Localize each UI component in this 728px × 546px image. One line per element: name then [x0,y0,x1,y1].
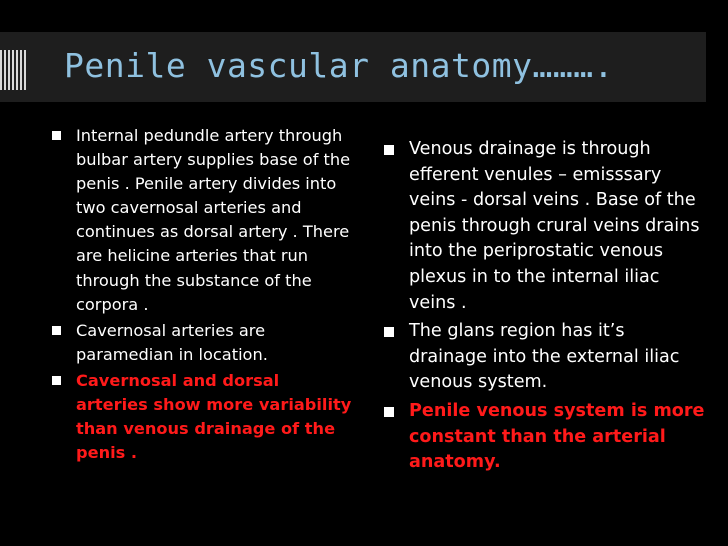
bullet-text-emphasis: Penile venous system is more constant than the arterial anatomy. [409,400,705,473]
square-bullet-icon [384,327,394,337]
square-bullet-icon [384,407,394,417]
left-bullet-3 [52,369,356,465]
barcode-decoration-icon [0,50,26,90]
square-bullet-icon [52,326,61,335]
right-column [384,137,706,479]
left-bullet-1 [52,124,356,317]
bullet-text-emphasis: Cavernosal and dorsal arteries show more variability than venous drainage of the penis . [76,370,352,463]
square-bullet-icon [52,131,61,140]
bullet-text: Internal pedundle artery through bulbar artery supplies base of the penis . Penile artery divides into two cavernosal arteries and continues as dorsal artery . There are helicine arteries that run through the substance of the corpora . [76,126,351,314]
bullet-text: The glans region has it’s drainage into the external iliac venous system. [409,321,680,393]
slide-title: Penile vascular anatomy………. [64,46,614,85]
bullet-text: Cavernosal arteries are paramedian in location. [76,320,268,364]
left-bullet-2 [52,319,356,367]
bullet-text: Venous drainage is through efferent venules – emisssary veins - dorsal veins . Base of the penis through crural veins drains into the periprostatic venous plexus in to the internal iliac veins . [409,139,700,313]
left-column [52,124,356,467]
right-bullet-3 [384,399,706,476]
right-bullet-2 [384,319,706,396]
right-bullet-1 [384,137,706,316]
square-bullet-icon [384,145,394,155]
square-bullet-icon [52,376,61,385]
